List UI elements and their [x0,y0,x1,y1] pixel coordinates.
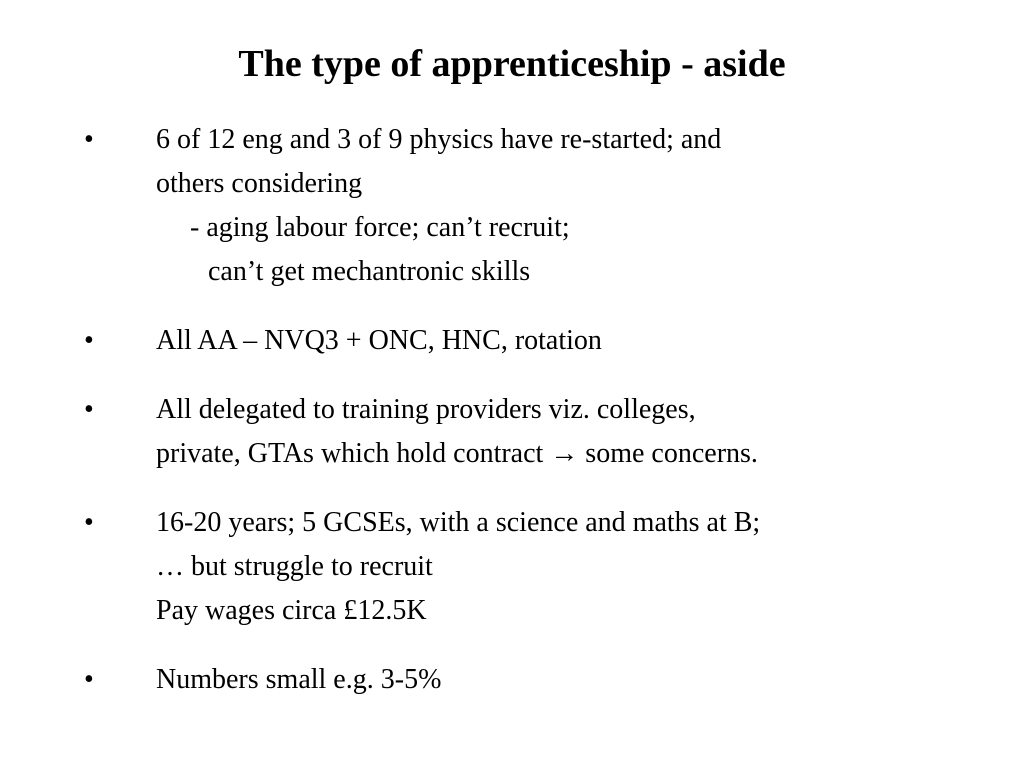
bullet-marker: • [84,325,94,356]
bullet-text [156,118,976,294]
bullet-line: Numbers small e.g. 3-5% [156,664,442,695]
bullet-subline: can’t get mechantronic skills [208,256,531,287]
bullet-subline: - aging labour force; can’t recruit; [190,212,570,243]
bullet-line: 6 of 12 eng and 3 of 9 physics have re-started; and [156,124,722,155]
bullet-text [156,388,976,476]
bullet-text [156,501,976,633]
bullet-marker: • [84,394,94,425]
bullet-line: 16-20 years; 5 GCSEs, with a science and maths at B; [156,507,761,538]
bullet-marker: • [84,124,94,155]
bullet-line: others considering [156,168,363,199]
bullet-text [156,658,976,702]
bullet-text [156,319,976,363]
bullet-line: Pay wages circa £12.5K [156,595,427,626]
bullet-marker: • [84,507,94,538]
bullet-line: private, GTAs which hold contract → some concerns. [156,438,758,469]
bullet-line: All delegated to training providers viz. colleges, [156,394,696,425]
slide-title: The type of apprenticeship - aside [238,43,786,85]
bullet-line: … but struggle to recruit [156,551,433,582]
bullet-line: All AA – NVQ3 + ONC, HNC, rotation [156,325,602,356]
bullet-marker: • [84,664,94,695]
